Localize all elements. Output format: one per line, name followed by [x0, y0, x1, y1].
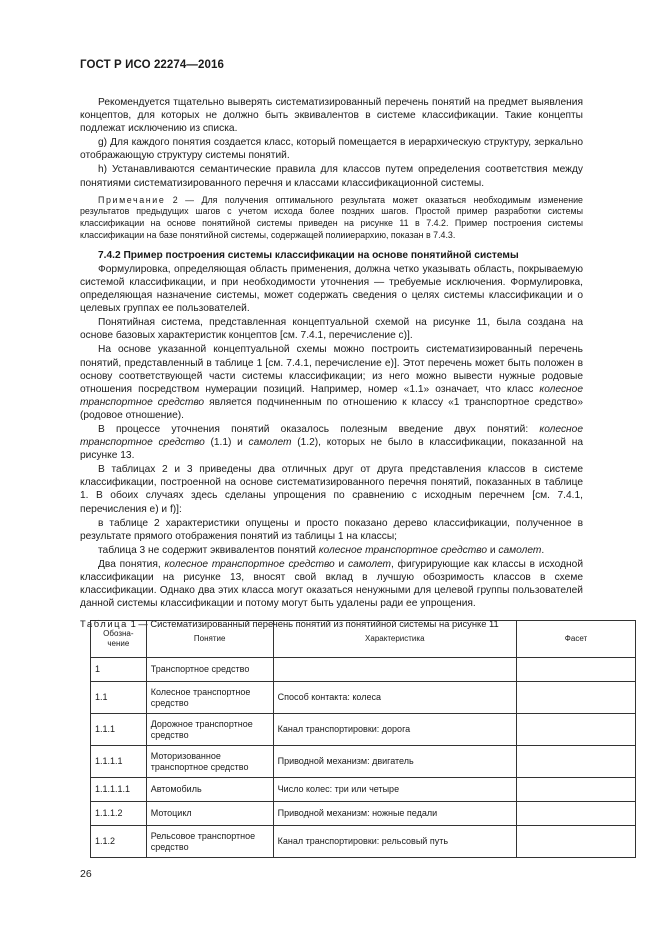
- cell-characteristic: Приводной механизм: ножные педали: [273, 802, 516, 826]
- header-characteristic: Характеристика: [273, 621, 516, 658]
- paragraph: [80, 558, 583, 610]
- cell-code: 1.1: [91, 682, 147, 714]
- text-run: .: [541, 544, 545, 556]
- cell-characteristic: Приводной механизм: двигатель: [273, 746, 516, 778]
- table-row: [91, 658, 636, 682]
- cell-code: 1.1.1.1.1: [91, 778, 147, 802]
- header-code: Обозна-чение: [91, 621, 147, 658]
- header-facet: Фасет: [516, 621, 635, 658]
- cell-concept: Дорожное транспортное средство: [146, 714, 273, 746]
- text-run: (1.2), которых не было в классификации, показанной на рисунке 13.: [80, 437, 583, 462]
- cell-facet: [516, 778, 635, 802]
- cell-facet: [516, 682, 635, 714]
- section-heading: 7.4.2 Пример построения системы классификации на основе понятийной системы: [98, 249, 519, 261]
- text-run: В процессе уточнения понятий оказалось полезным введение двух понятий:: [98, 423, 540, 435]
- cell-code: 1.1.1.2: [91, 802, 147, 826]
- italic-term: колесное транспортное средство: [164, 558, 335, 570]
- cell-facet: [516, 714, 635, 746]
- text-run: является подчиненным по отношению к классу «1 транспортное средство» (родовое отношение).: [80, 396, 583, 421]
- page-number: 26: [80, 868, 92, 880]
- cell-code: 1.1.1: [91, 714, 147, 746]
- cell-concept: Колесное транспортное средство: [146, 682, 273, 714]
- cell-code: 1: [91, 658, 147, 682]
- italic-term: самолет: [348, 558, 391, 570]
- cell-facet: [516, 802, 635, 826]
- table-row: [91, 714, 636, 746]
- cell-characteristic: Канал транспортировки: дорога: [273, 714, 516, 746]
- cell-code: 1.1.1.1: [91, 746, 147, 778]
- paragraph: Формулировка, определяющая область применения, должна четко указывать область, покрываемую системой классификации, и при необходимости уточнения — требуемые исключения. Формулировка, определяющая назначение системы, может содержать сведения о целях системы классификации и о целевых группах ее пользователей.: [80, 263, 583, 315]
- text-run: , фигурирующие как классы в исходной классификации на рисунке 13, вносят свой вклад в лучшую обозримость классов в схеме классификации. Однако два этих класса могут оказаться ненужными для целевой группы пользователей данной системы классификации и потому могут быть удалены ради ее упрощения.: [80, 558, 584, 610]
- caption-text: 1 — Систематизированный перечень понятий из понятийной системы на рисунке 11: [127, 618, 499, 630]
- paragraph-item-h: h) Устанавливаются семантические правила для классов путем определения соответствия между понятиями систематизированного перечня и классами классификационной системы.: [80, 164, 583, 189]
- text-run: и: [334, 558, 349, 570]
- document-header: ГОСТ Р ИСО 22274—2016: [80, 59, 225, 71]
- text-run: и: [487, 544, 499, 556]
- cell-concept: Мотоцикл: [146, 802, 273, 826]
- paragraph: [80, 343, 583, 422]
- cell-concept: Рельсовое транспортное средство: [146, 826, 273, 858]
- paragraph: Рекомендуется тщательно выверять систематизированный перечень понятий на предмет выявления концептов, для которых не должно быть эквивалентов в системе классификации. Такие концепты подлежат исключению из списка.: [80, 97, 583, 135]
- table-row: [91, 802, 636, 826]
- italic-term: самолет: [248, 437, 292, 449]
- cell-facet: [516, 746, 635, 778]
- cell-characteristic: Канал транспортировки: рельсовый путь: [273, 826, 516, 858]
- caption-label: Таблица: [80, 618, 128, 630]
- text-run: На основе указанной концептуальной схемы можно построить систематизированный перечень понятий, представленный в таблице 1 [см. 7.4.1, перечисление е)]. Этот перечень может быть положен в основу соответствующей части системы классификации; из него можно вывести нужные родовые отношения посредством нумерации позиций. Например, номер «1.1» означает, что класс: [80, 344, 583, 395]
- note: [80, 195, 583, 242]
- cell-characteristic: Число колес: три или четыре: [273, 778, 516, 802]
- cell-code: 1.1.2: [91, 826, 147, 858]
- italic-term: колесное транспортное средство: [318, 544, 488, 556]
- note-label: Примечание: [98, 194, 166, 205]
- text-run: Два понятия,: [98, 558, 165, 570]
- paragraph: В таблицах 2 и 3 приведены два отличных друг от друга представления классов в системе классификации, построенной на основе систематизированного перечня понятий, показанных в таблице 1. В обоих случаях здесь сделаны упрощения по сравнению с исходным перечнем [см. 7.4.1, перечисления е) и f)]:: [80, 464, 583, 515]
- table-row: [91, 778, 636, 802]
- table-row: [91, 682, 636, 714]
- cell-concept: Транспортное средство: [146, 658, 273, 682]
- italic-term: колесное транспортное средство: [80, 383, 583, 408]
- cell-concept: Моторизованное транспортное средство: [146, 746, 273, 778]
- table-header-row: [91, 621, 636, 658]
- note-text: 2 — Для получения оптимального результата может оказаться необходимым изменение результатов предыдущих шагов с учетом исхода более поздних шагов. Простой пример разработки системы классификации на основе понятийной системы приведен на рисунке 11 в 7.4.2. Пример построения системы классификации на базе понятийной системы, содержащей полииерархию, показан в 7.4.3.: [80, 194, 583, 241]
- paragraph: [80, 423, 583, 462]
- paragraph: в таблице 2 характеристики опущены и просто показано дерево классификации, полученное в результате прямого отображения понятий из таблицы 1 на классы;: [80, 517, 583, 542]
- table-row: [91, 746, 636, 778]
- cell-facet: [516, 658, 635, 682]
- cell-concept: Автомобиль: [146, 778, 273, 802]
- paragraph-item-g: g) Для каждого понятия создается класс, который помещается в иерархическую структуру, зеркально отображающую структуру системы понятий.: [80, 137, 583, 162]
- page-body: [80, 96, 583, 630]
- italic-term: самолет: [498, 544, 542, 556]
- concept-table: [90, 620, 636, 858]
- cell-facet: [516, 826, 635, 858]
- paragraph: Понятийная система, представленная концептуальной схемой на рисунке 11, была создана на основе базовых характеристик концептов [см. 7.4.1, перечисление с)].: [80, 317, 583, 342]
- table-row: [91, 826, 636, 858]
- italic-term: колесное транспортное средство: [80, 423, 583, 449]
- cell-characteristic: Способ контакта: колеса: [273, 682, 516, 714]
- text-run: таблица 3 не содержит эквивалентов понятий: [98, 544, 319, 556]
- paragraph: [80, 544, 583, 557]
- text-run: (1.1) и: [204, 437, 249, 449]
- cell-characteristic: [273, 658, 516, 682]
- header-concept: Понятие: [146, 621, 273, 658]
